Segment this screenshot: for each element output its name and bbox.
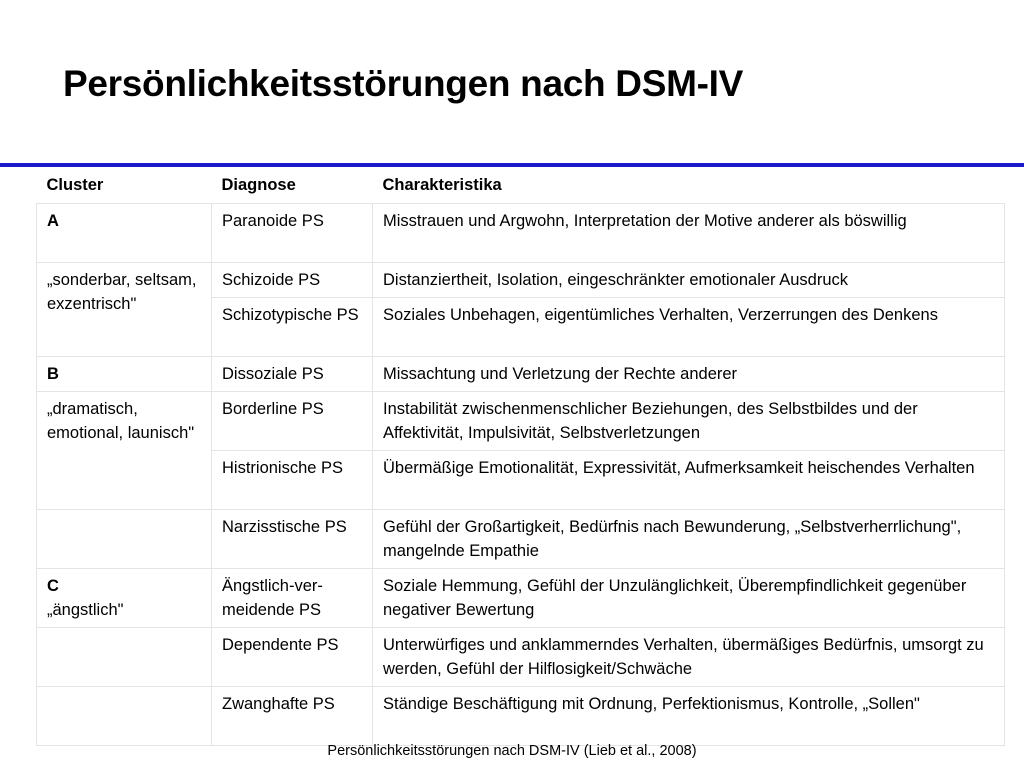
- diagnose-cell: Schizotypische PS: [212, 298, 373, 357]
- header-cluster: Cluster: [46, 176, 104, 194]
- header-charakteristika: Charakteristika: [382, 176, 502, 194]
- source-caption: Persönlichkeitsstörungen nach DSM-IV (Lieb et al., 2008): [327, 743, 697, 759]
- charakteristika-cell: Soziale Hemmung, Gefühl der Unzulänglichkeit, Überempfindlichkeit gegenüber negativer Bewertung: [373, 569, 1005, 628]
- table-row: [37, 392, 1005, 451]
- diagnose-cell: Borderline PS: [212, 392, 373, 451]
- table-row: [37, 569, 1005, 628]
- charakteristika-cell: Unterwürfiges und anklammerndes Verhalten, übermäßiges Bedürfnis, umsorgt zu werden, Gefühl der Hilflosigkeit/Schwäche: [373, 628, 1005, 687]
- cluster-cell: [37, 357, 212, 392]
- cluster-label: B: [47, 365, 59, 383]
- table-row: [37, 687, 1005, 746]
- diagnose-cell: Zwanghafte PS: [212, 687, 373, 746]
- personality-disorders-table: [36, 167, 1005, 746]
- charakteristika-cell: Soziales Unbehagen, eigentümliches Verhalten, Verzerrungen des Denkens: [373, 298, 1005, 357]
- charakteristika-cell: Instabilität zwischenmenschlicher Beziehungen, des Selbstbildes und der Affektivität, Impulsivität, Selbstverletzungen: [373, 392, 1005, 451]
- header-diagnose: Diagnose: [221, 176, 296, 194]
- cluster-label: A: [47, 212, 59, 230]
- table-row: [37, 263, 1005, 298]
- diagnose-cell: Ängstlich-ver-meidende PS: [212, 569, 373, 628]
- cluster-cell: [37, 687, 212, 746]
- diagnose-cell: Narzisstische PS: [212, 510, 373, 569]
- diagnose-cell: Paranoide PS: [212, 204, 373, 263]
- table-row: [37, 204, 1005, 263]
- charakteristika-cell: Distanziertheit, Isolation, eingeschränkter emotionaler Ausdruck: [373, 263, 1005, 298]
- cluster-description: „ängstlich": [47, 601, 124, 619]
- cluster-cell: „dramatisch, emotional, launisch": [37, 392, 212, 510]
- cluster-label: C: [47, 577, 59, 595]
- table-row: [37, 357, 1005, 392]
- cluster-cell: [37, 204, 212, 263]
- cluster-cell: „sonderbar, seltsam, exzentrisch": [37, 263, 212, 357]
- diagnose-cell: Dependente PS: [212, 628, 373, 687]
- charakteristika-cell: Übermäßige Emotionalität, Expressivität, Aufmerksamkeit heischendes Verhalten: [373, 451, 1005, 510]
- charakteristika-cell: Gefühl der Großartigkeit, Bedürfnis nach Bewunderung, „Selbstverherrlichung", mangelnde Empathie: [373, 510, 1005, 569]
- charakteristika-cell: Ständige Beschäftigung mit Ordnung, Perfektionismus, Kontrolle, „Sollen": [373, 687, 1005, 746]
- charakteristika-cell: Misstrauen und Argwohn, Interpretation der Motive anderer als böswillig: [373, 204, 1005, 263]
- cluster-cell: [37, 510, 212, 569]
- charakteristika-cell: Missachtung und Verletzung der Rechte anderer: [373, 357, 1005, 392]
- diagnose-cell: Schizoide PS: [212, 263, 373, 298]
- slide-title: Persönlichkeitsstörungen nach DSM-IV: [63, 63, 744, 104]
- diagnose-cell: Dissoziale PS: [212, 357, 373, 392]
- cluster-cell: [37, 569, 212, 628]
- table-row: [37, 510, 1005, 569]
- table-header-row: [37, 167, 1005, 204]
- table-row: [37, 628, 1005, 687]
- diagnose-cell: Histrionische PS: [212, 451, 373, 510]
- cluster-cell: [37, 628, 212, 687]
